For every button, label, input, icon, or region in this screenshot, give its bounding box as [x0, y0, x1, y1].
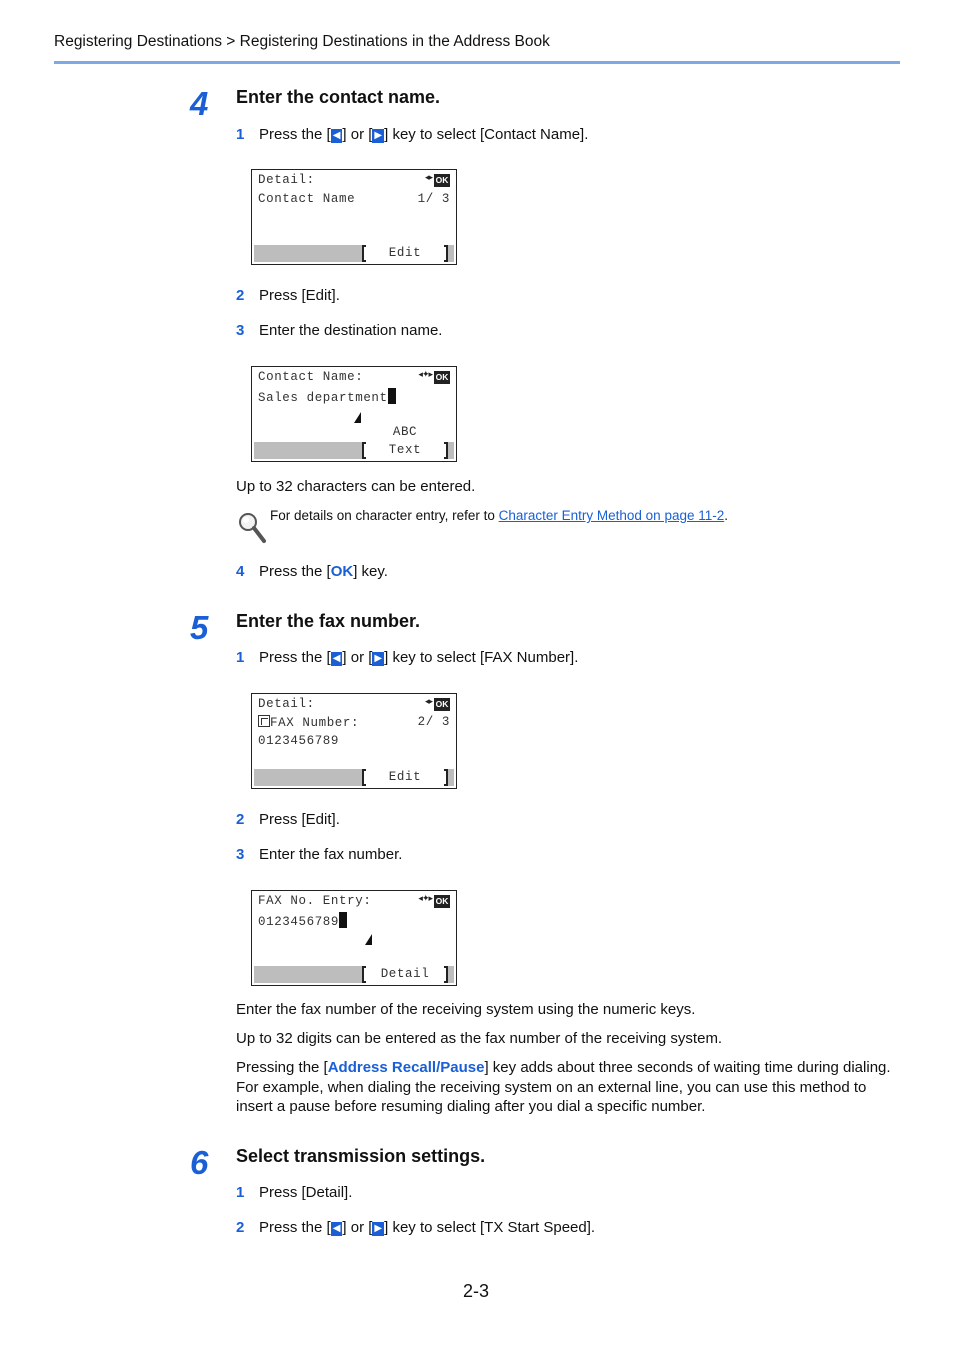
lcd-panel-detail-fax — [251, 693, 457, 789]
page-number: 2-3 — [463, 1281, 490, 1301]
text-fragment: ] key adds about three seconds of waiting time during dialing. For example, when dialing the receiving system on an external line, you can use this method to insert a pause before resuming dialing after you dial a specific number. — [236, 1059, 891, 1115]
substep-number: 3 — [236, 322, 245, 339]
right-arrow-key-icon: ▶ — [374, 653, 383, 664]
softkey-bar — [448, 245, 454, 262]
text-fragment: ] key to select [FAX Number]. — [384, 649, 579, 666]
lcd-line: Detail: — [258, 173, 315, 187]
nav-lr-icon: ◂▸ — [424, 697, 432, 707]
text-fragment: ] key to select [Contact Name]. — [384, 126, 589, 143]
left-arrow-key-icon: ◀ — [332, 1223, 341, 1234]
substep-number: 1 — [236, 649, 245, 666]
substep-number: 1 — [236, 126, 245, 143]
lcd-panel-fax-entry — [251, 890, 457, 986]
softkey-bar — [254, 966, 362, 983]
step-title: Enter the contact name. — [236, 87, 441, 107]
lcd-input-value: Sales department — [258, 391, 388, 405]
text-fragment: Pressing the [ — [236, 1059, 328, 1076]
text-fragment: ] or [ — [342, 1219, 373, 1236]
step-title: Select transmission settings. — [236, 1146, 486, 1166]
text-cursor-icon — [388, 388, 396, 404]
text-fragment: ] key to select [TX Start Speed]. — [384, 1219, 596, 1236]
softkey-bar — [254, 769, 362, 786]
softkey-edit[interactable]: Edit — [388, 770, 422, 784]
magnifier-icon — [236, 510, 268, 544]
fax-icon — [258, 715, 270, 727]
lcd-line: FAX No. Entry: — [258, 894, 372, 908]
limit-text: Up to 32 characters can be entered. — [236, 478, 476, 495]
substep-text: Enter the destination name. — [259, 322, 443, 339]
text-cursor-icon — [339, 912, 347, 928]
substep-number: 2 — [236, 811, 245, 828]
softkey-detail[interactable]: Detail — [380, 967, 430, 981]
ok-icon: OK — [435, 175, 449, 185]
substep-text: Press [Edit]. — [259, 811, 340, 828]
softkey-bar — [448, 966, 454, 983]
substep-number: 3 — [236, 846, 245, 863]
substep-number: 1 — [236, 1184, 245, 1201]
softkey-bar — [254, 442, 362, 459]
substep-text — [259, 563, 388, 580]
substep-text — [259, 1219, 595, 1236]
paragraph — [236, 1058, 898, 1117]
lcd-line: Detail: — [258, 697, 315, 711]
left-arrow-key-icon: ◀ — [332, 130, 341, 141]
ok-icon: OK — [435, 372, 449, 382]
text-fragment: ] or [ — [342, 126, 373, 143]
nav-lr-icon: ◂▸ — [424, 173, 432, 183]
text-fragment: Press the [ — [259, 126, 331, 143]
substep-text: Enter the fax number. — [259, 846, 403, 863]
lcd-input-line — [258, 388, 396, 405]
lcd-line: Contact Name — [258, 192, 356, 206]
triangle-marker-icon — [365, 934, 372, 945]
lcd-input-line — [258, 912, 347, 929]
substep-text — [259, 649, 578, 666]
text-fragment: Press the [ — [259, 563, 331, 580]
softkey-bar — [254, 245, 362, 262]
character-entry-link[interactable]: Character Entry Method on page 11-2 — [498, 508, 725, 523]
softkey-bar — [448, 769, 454, 786]
text-fragment: ] or [ — [342, 649, 373, 666]
step-number: 5 — [190, 609, 209, 646]
softkey-text[interactable]: Text — [388, 443, 422, 457]
reference-note — [270, 508, 728, 523]
text-fragment: ] key. — [353, 563, 388, 580]
lcd-line: 0123456789 — [258, 734, 340, 748]
lcd-panel-detail-contact — [251, 169, 457, 265]
nav-4way-icon: ◂✦▸ — [418, 370, 432, 380]
lcd-line — [258, 715, 359, 730]
left-arrow-key-icon: ◀ — [332, 653, 341, 664]
paragraph: Enter the fax number of the receiving system using the numeric keys. — [236, 1001, 696, 1018]
lcd-input-value: 0123456789 — [258, 915, 340, 929]
breadcrumb: Registering Destinations > Registering Destinations in the Address Book — [54, 33, 550, 50]
substep-text: Press [Detail]. — [259, 1184, 353, 1201]
substep-text: Press [Edit]. — [259, 287, 340, 304]
text-fragment: . — [724, 508, 729, 523]
substep-number: 4 — [236, 563, 245, 580]
text-fragment: For details on character entry, refer to — [270, 508, 499, 523]
lcd-page-indicator: 2/ 3 — [417, 715, 450, 729]
lcd-line-text: FAX Number: — [270, 716, 360, 730]
substep-number: 2 — [236, 1219, 245, 1236]
softkey-bar — [448, 442, 454, 459]
substep-number: 2 — [236, 287, 245, 304]
text-fragment: Press the [ — [259, 1219, 331, 1236]
text-fragment: Press the [ — [259, 649, 331, 666]
softkey-edit[interactable]: Edit — [388, 246, 422, 260]
step-number: 6 — [190, 1144, 209, 1181]
lcd-line: Contact Name: — [258, 370, 364, 384]
substep-text — [259, 126, 588, 143]
input-mode-label: ABC — [392, 425, 418, 439]
ok-icon: OK — [435, 896, 449, 906]
step-number: 4 — [190, 85, 209, 122]
right-arrow-key-icon: ▶ — [374, 1223, 383, 1234]
nav-4way-icon: ◂✦▸ — [418, 894, 432, 904]
lcd-page-indicator: 1/ 3 — [417, 192, 450, 206]
address-recall-key-label: Address Recall/Pause — [327, 1059, 485, 1076]
right-arrow-key-icon: ▶ — [374, 130, 383, 141]
ok-key-label: OK — [330, 563, 354, 580]
header-rule — [54, 61, 900, 64]
paragraph: Up to 32 digits can be entered as the fax number of the receiving system. — [236, 1030, 723, 1047]
step-title: Enter the fax number. — [236, 611, 421, 631]
triangle-marker-icon — [354, 412, 361, 423]
ok-icon: OK — [435, 699, 449, 709]
lcd-panel-contact-name-entry — [251, 366, 457, 462]
